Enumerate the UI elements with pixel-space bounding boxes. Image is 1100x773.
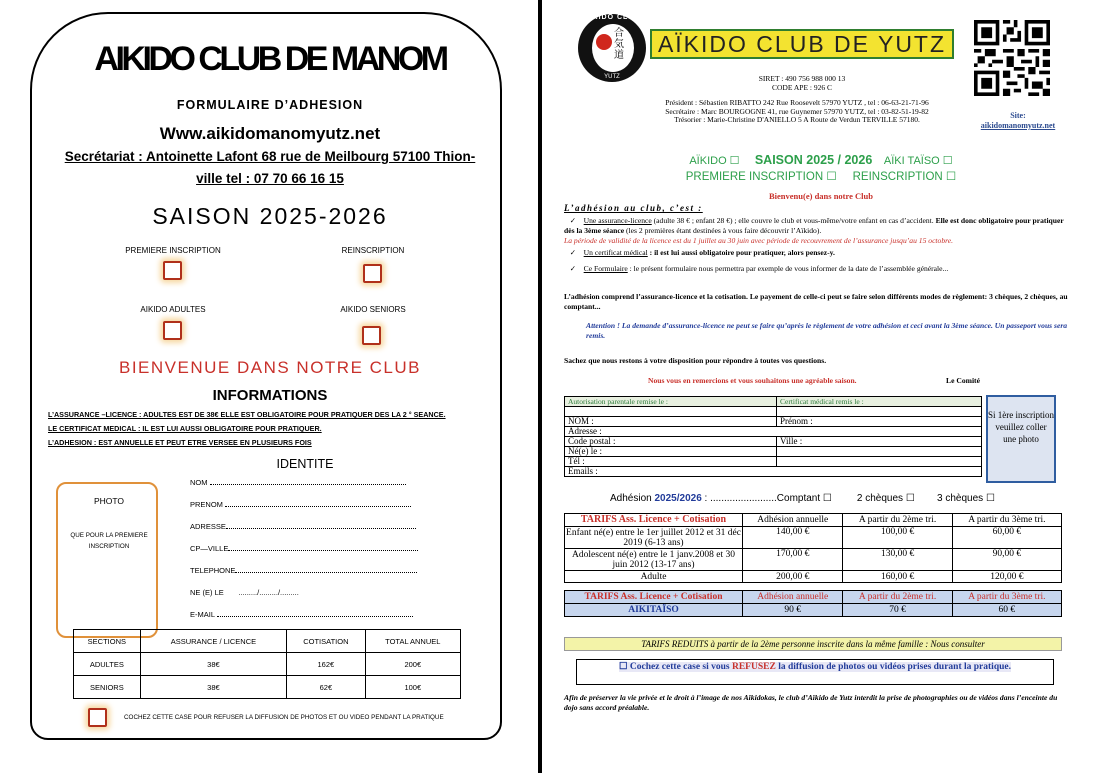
assurance-note: (les 2 premières étant destinées à vous faire découvrir l’Aïkido). [624,226,822,235]
table-cell: Enfant né(e) entre le 1er juillet 2012 et 31 déc 2019 (6-13 ans) [566,527,741,548]
logo-ring-bottom: YUTZ [604,74,620,80]
season-label: SAISON 2025 / 2026 [754,153,873,167]
photo-label: PHOTO [93,496,125,506]
paragraph-paiement: L’adhésion comprend l’assurance-licence et la cotisation. Le payement de celle-ci peut se faire selon différents modes de règlement: 3 chèques, 2 chèques, au comptant... [564,292,1068,311]
welcome-heading: Bienvenu(e) dans notre Club [769,191,873,201]
club-title-banner: AÏKIDO CLUB DE YUTZ [650,29,954,59]
medical-cert-cell[interactable]: Certificat médical remis le : [777,397,982,407]
season-title: SAISON 2025-2026 [152,203,388,229]
info-line-certificat: LE CERTIFICAT MEDICAL : IL EST LUI AUSSI OBLIGATOIRE POUR PRATIQUER. [48,424,322,433]
email-cell[interactable]: Emails : [565,467,982,477]
cp-ville-field[interactable] [190,544,418,553]
board-contacts [612,99,982,125]
adhesion-payment-line [610,493,1070,504]
table-cell: 120,00 € [952,571,1061,583]
certificat-term: Un certificat médical [583,248,648,257]
table-cell: 130,00 € [843,549,952,571]
adhesion-year: 2025/2026 [654,493,702,504]
manom-form-page [0,0,538,773]
thanks-note: Nous vous en remercions et vous souhaitons une agréable saison. [648,376,857,385]
option-row-2 [542,169,1100,183]
comptant-checkbox[interactable]: : ........................Comptant ☐ [701,493,832,504]
nom-label: NOM [190,478,208,487]
reinscription-label: REINSCRIPTION [341,246,405,255]
tresorier: Trésorier : Marie-Christine D'ANIELLO 5 A Route de Verdun TERVILLE 57180. [674,115,920,124]
table-header-cell: TARIFS Ass. Licence + Cotisation [565,514,743,527]
photo-refusal-checkbox[interactable]: ☐ Cochez cette case si vous [619,662,732,672]
table-row [565,427,982,437]
photo-box[interactable] [56,482,158,638]
info-line-adhesion: L’ADHESION : EST ANNUELLE ET PEUT ETRE VERSEE EN PLUSIEURS FOIS [48,438,312,447]
table-header-row [565,591,1062,604]
table-cell: 100€ [365,676,460,699]
paragraph-certificat: ✓ Un certificat médical : il est lui aussi obligatoire pour pratiquer, alors pensez-y. [564,248,835,257]
cp-cell[interactable]: Code postal : [565,437,777,447]
table-header-cell: SECTIONS [74,630,141,653]
aikido-seniors-label: AIKIDO SENIORS [340,305,406,314]
tarifs-table [73,629,461,699]
logo-inner [592,24,634,72]
table-cell: Adolescent né(e) entre le 1 janv.2008 et 30 juin 2012 (13-17 ans) [565,549,743,571]
secretaire: Secrétaire : Marc BOURGOGNE 41, rue Guynemer 57970 YUTZ, tel : 03-82-51-19-82 [665,106,929,116]
two-cheques-checkbox[interactable]: 2 chèques ☐ [856,493,915,504]
premiere-inscription-checkbox[interactable]: PREMIERE INSCRIPTION ☐ [685,171,837,183]
table-cell: 62€ [287,676,365,699]
prenom-field[interactable] [190,500,411,509]
photo-note-1: QUE POUR LA PREMIERE [70,532,148,539]
secretariat-line-2: ville tel : 07 70 66 16 15 [196,171,344,186]
code-ape: CODE APE : 926 C [771,83,832,92]
email-label: E-MAIL [190,610,215,619]
naissance-value: ........./........./......... [238,588,299,597]
photo-note-2: INSCRIPTION [88,543,130,550]
table-cell: 38€ [140,653,286,676]
logo-ring-top: AÏKIDO CLUB [583,14,641,21]
table-header-row [74,630,461,653]
table-header-cell: A partir du 3ème tri. [952,591,1061,604]
siret: SIRET : 490 756 988 000 13 [758,74,846,83]
tarifs-table [564,513,1062,617]
cp-ville-label: CP—VILLE [190,544,229,553]
formulaire-desc: : le présent formulaire nous permettra par exemple de vous informer de la date de l’assemblée générale... [627,264,949,273]
assurance-desc: (adulte 38 € ; enfant 28 €) ; elle couvre le club et vous-même/votre enfant en cas d’accident. [651,216,936,225]
welcome-heading: BIENVENUE DANS NOTRE CLUB [119,358,421,377]
certificat-desc: : il est lui aussi obligatoire pour pratiquer, alors pensez-y. [647,248,835,257]
table-row [74,653,461,676]
aiki-taiso-checkbox[interactable]: AÏKI TAÏSO ☐ [883,155,953,167]
table-row [565,527,1062,549]
assurance-term: Une assurance-licence [583,216,652,225]
table-header-cell: A partir du 3ème tri. [952,514,1061,527]
qr-code-icon[interactable] [974,20,1050,96]
table-row [565,457,982,467]
table-row [565,407,982,417]
site-link[interactable] [968,111,1068,131]
table-cell: 38€ [140,676,286,699]
table-cell: 60,00 € [952,527,1061,549]
table-row [74,676,461,699]
aikido-adultes-label: AIKIDO ADULTES [140,305,206,314]
three-cheques-checkbox[interactable]: 3 chèques ☐ [937,493,995,504]
photo-refusal-box[interactable] [576,659,1054,685]
table-row [565,417,982,427]
table-row [565,571,1062,583]
informations-heading: INFORMATIONS [212,387,328,404]
table-header-cell: Adhésion annuelle [743,514,843,527]
adresse-label: ADRESSE [190,522,226,531]
siret-block [692,74,912,92]
nom-cell[interactable]: NOM : [565,417,777,427]
club-title: AIKIDO CLUB DE MANOM [94,40,446,78]
email-field[interactable] [190,610,413,619]
table-cell: Adulte [565,571,743,583]
table-row [565,397,982,407]
table-row [565,447,982,457]
website-link[interactable]: Www.aikidomanomyutz.net [159,124,381,143]
paragraph-assurance: ✓ Une assurance-licence (adulte 38 € ; enfant 28 €) ; elle couvre le club et vous-même/votre enfant en cas d’accident. Elle est donc obligatoire pour pratiquer dès la 3ème séance (les 2 premières étant destinées à vous faire découvrir l’Aïkido). La période de validité de la licence est du 1 juillet au 30 juin avec période de recouvrement de l’assurance jusqu’au 15 octobre. [564,216,1069,246]
table-cell: 140,00 € [743,527,843,549]
tel-cell[interactable]: Tél : [565,457,777,467]
photo-refusal-text: la diffusion de photos ou vidéos prises durant la pratique. [775,662,1011,672]
table-row [565,604,1062,617]
validity-note: La période de validité de la licence est du 1 juillet au 30 juin avec période de recouvrement de l’assurance jusqu’au 15 octobre. [564,236,954,245]
aikido-seniors-checkbox[interactable] [362,326,381,345]
table-header-cell: A partir du 2ème tri. [843,591,952,604]
form-title: FORMULAIRE D’ADHESION [176,98,364,112]
privacy-notice: Afin de préserver la vie privée et le droit à l’image de nos Aïkidokas, le club d’Aïkido de Yutz interdit la prise de photographies ou de vidéos dans l’enceinte du dojo sans accord préalable. [564,693,1058,712]
comite-signature: Le Comité [946,376,980,385]
table-header-cell: TARIFS Ass. Licence + Cotisation [565,591,743,604]
photo-refusal-checkbox[interactable] [88,708,107,727]
table-cell: 90,00 € [952,549,1061,571]
club-logo [578,14,646,82]
nom-field[interactable] [190,478,406,487]
paragraph-formulaire: ✓ Ce Formulaire : le présent formulaire nous permettra par exemple de vous informer de la date de l’assemblée générale... [564,264,949,273]
prenom-label: PRENOM [190,500,223,509]
table-cell: 70 € [843,604,952,617]
site-url: aikidomanomyutz.net [980,121,1056,130]
table-row [565,583,1062,591]
table-cell: AIKITAÏSO [565,604,743,617]
reinscription-checkbox[interactable] [363,264,382,283]
aikido-checkbox[interactable]: AÏKIDO ☐ [689,155,740,167]
premiere-inscription-label: PREMIERE INSCRIPTION [125,246,221,255]
table-cell: 100,00 € [843,527,952,549]
tarifs-reduits-note: TARIFS REDUITS à partir de la 2ème personne inscrite dans la même famille : Nous consulter [564,637,1062,651]
adhesion-label: Adhésion [610,493,655,504]
parental-auth-cell[interactable]: Autorisation parentale remise le : [565,397,777,407]
table-header-cell: TOTAL ANNUEL [365,630,460,653]
table-cell: 162€ [287,653,365,676]
telephone-field[interactable] [190,566,417,575]
photo-box[interactable]: Si 1ère inscription veuillez coller une photo [986,395,1056,483]
table-row [565,549,1062,571]
table-header-cell: A partir du 2ème tri. [843,514,952,527]
rising-sun-icon [596,34,612,50]
table-header-row [565,514,1062,527]
table-cell: 200,00 € [743,571,843,583]
adresse-cell[interactable]: Adresse : [565,427,982,437]
table-cell: 200€ [365,653,460,676]
table-header-cell: COTISATION [287,630,365,653]
adresse-field[interactable] [190,522,416,531]
premiere-inscription-checkbox[interactable] [163,261,182,280]
prenom-cell[interactable]: Prénom : [777,417,982,427]
logo-kanji: 合気道 [614,28,624,61]
table-row [565,467,982,477]
table-cell: 160,00 € [843,571,952,583]
info-line-licence: L’ASSURANCE –LICENCE : ADULTES EST DE 38€ ELLE EST OBLIGATOIRE POUR PRATIQUER DES LA 2 ° SEANCE. [48,410,446,419]
identite-heading: IDENTITE [276,457,334,471]
formulaire-term: Ce Formulaire [583,264,628,273]
table-cell: 60 € [952,604,1061,617]
table-header-cell: Adhésion annuelle [743,591,843,604]
telephone-label: TELEPHONE [190,566,236,575]
aikido-adultes-checkbox[interactable] [163,321,182,340]
naissance-label: NE (E) LE [190,588,224,597]
table-cell: 90 € [743,604,843,617]
table-cell: 170,00 € [743,549,843,571]
refuse-word: REFUSEZ [731,662,776,672]
table-row [565,437,982,447]
naissance-field[interactable] [190,588,299,597]
photo-refusal-label: COCHEZ CETTE CASE POUR REFUSER LA DIFFUSION DE PHOTOS ET OU VIDEO PENDANT LA PRATIQUE [124,714,444,721]
naissance-cell[interactable]: Né(e) le : [565,447,777,457]
table-cell: SENIORS [74,676,141,699]
option-row-1 [542,153,1100,167]
table-cell: ADULTES [74,653,141,676]
assurance-obligation: Elle est donc obligatoire pour pratiquer dès la 3ème séance [564,216,1064,235]
table-header-cell: ASSURANCE / LICENCE [140,630,286,653]
adhesion-heading: L’adhésion au club, c’est : [564,203,703,213]
president: Président : Sébastien RIBATTO 242 Rue Roosevelt 57970 YUTZ , tel : 06-63-21-71-96 [665,98,929,107]
attention-note: Attention ! La demande d’assurance-licence ne peut se faire qu’après le règlement de votre adhésion et ceci avant la 3ème séance. Un passeport vous sera remis. [586,321,1068,340]
disposition-note: Sachez que nous restons à votre disposition pour répondre à toutes vos questions. [564,356,827,365]
identity-table [564,396,982,477]
yutz-form-page [542,0,1100,773]
reinscription-checkbox[interactable]: REINSCRIPTION ☐ [852,171,957,183]
secretariat-line-1: Secrétariat : Antoinette Lafont 68 rue de Meilbourg 57100 Thion- [64,149,476,164]
site-label: Site: [1010,111,1026,120]
ville-cell[interactable]: Ville : [777,437,982,447]
